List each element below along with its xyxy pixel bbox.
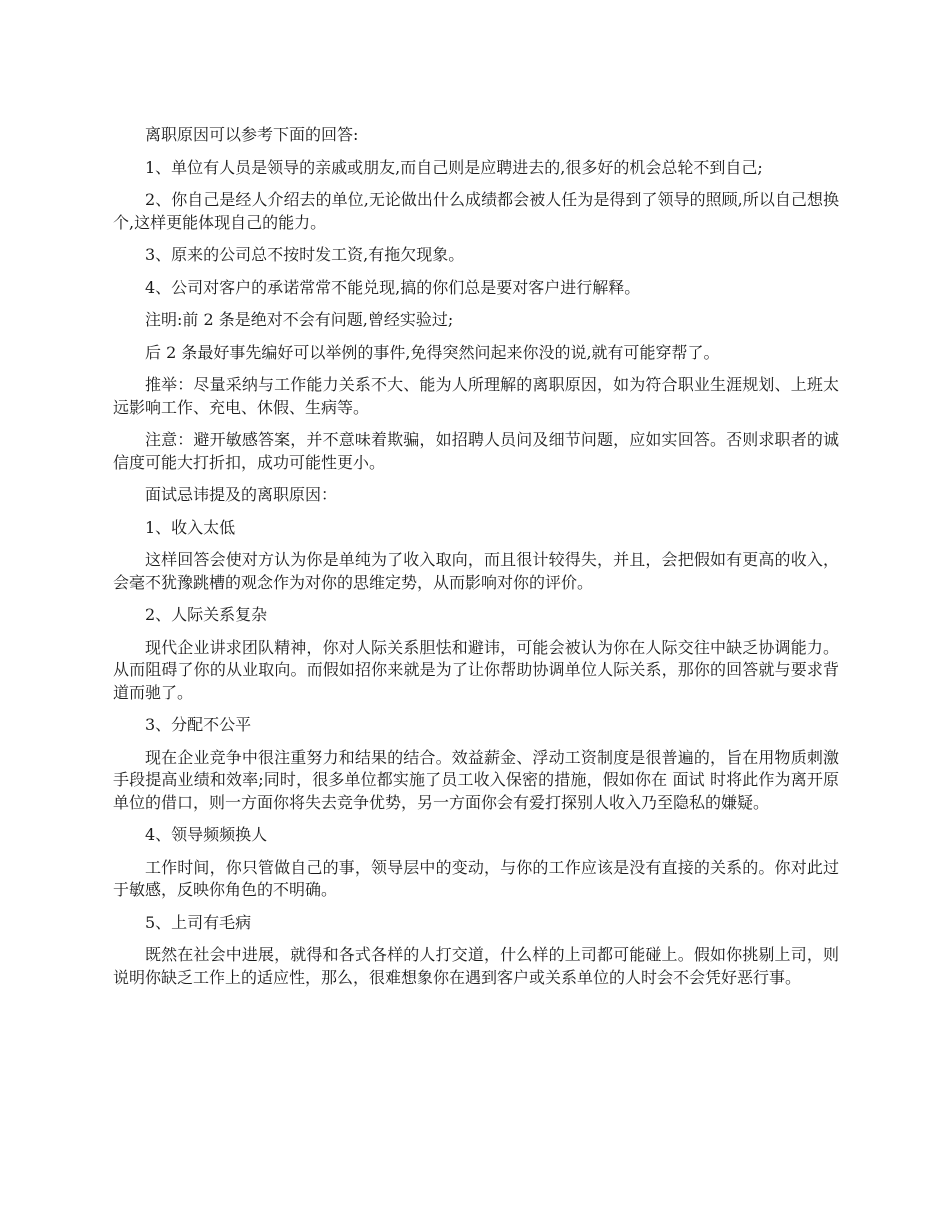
item-2-body: 现代企业讲求团队精神，你对人际关系胆怯和避讳，可能会被认为你在人际交往中缺乏协调能力。从而阻碍了你的从业取向。而假如招你来就是为了让你帮助协调单位人际关系，那你的回答就与要求背道而驰了。	[113, 637, 839, 702]
item-1-heading: 1、收入太低	[145, 517, 236, 537]
intro-paragraph: 离职原因可以参考下面的回答:	[145, 125, 359, 144]
item-3-body: 现在企业竞争中很注重努力和结果的结合。效益薪金、浮动工资制度是很普遍的，旨在用物质刺激手段提高业绩和效率;同时，很多单位都实施了员工收入保密的措施，假如你在 面试 时将此作为离开原单位的借口，则一方面你将失去竞争优势，另一方面你会有爱打探别人收入乃至隐私的嫌疑。	[113, 747, 839, 812]
item-5-heading: 5、上司有毛病	[145, 912, 252, 932]
reason-3-paragraph: 3、原来的公司总不按时发工资,有拖欠现象。	[145, 245, 465, 264]
section-heading: 面试忌讳提及的离职原因：	[145, 485, 338, 504]
reason-2-paragraph: 2、你自己是经人介绍去的单位,无论做出什么成绩都会被人任为是得到了领导的照顾,所以自己想换个,这样更能体现自己的能力。	[113, 190, 839, 232]
recommendation-paragraph: 推举：尽量采纳与工作能力关系不大、能为人所理解的离职原因，如为符合职业生涯规划、上班太远影响工作、充电、休假、生病等。	[113, 375, 839, 417]
reason-4-paragraph: 4、公司对客户的承诺常常不能兑现,搞的你们总是要对客户进行解释。	[145, 277, 641, 297]
caution-paragraph: 注意：避开敏感答案，并不意味着欺骗，如招聘人员问及细节问题，应如实回答。否则求职者的诚信度可能大打折扣，成功可能性更小。	[113, 430, 839, 472]
note-paragraph: 注明:前 2 条是绝对不会有问题,曾经实验过;	[145, 310, 454, 329]
document-body	[113, 124, 839, 999]
item-3-heading: 3、分配不公平	[145, 715, 252, 734]
reason-1-paragraph: 1、单位有人员是领导的亲戚或朋友,而自己则是应聘进去的,很多好的机会总轮不到自己;	[145, 157, 763, 177]
item-5-body: 既然在社会中进展，就得和各式各样的人打交道，什么样的上司都可能碰上。假如你挑剔上司，则说明你缺乏工作上的适应性，那么，很难想象你在遇到客户或关系单位的人时会不会凭好恶行事。	[113, 945, 839, 987]
item-1-body: 这样回答会使对方认为你是单纯为了收入取向，而且很计较得失，并且，会把假如有更高的收入，会毫不犹豫跳槽的观念作为对你的思维定势，从而影响对你的评价。	[113, 550, 839, 592]
item-4-body: 工作时间，你只管做自己的事，领导层中的变动，与你的工作应该是没有直接的关系的。你对此过于敏感，反映你角色的不明确。	[113, 857, 839, 899]
note-followup-paragraph: 后 2 条最好事先编好可以举例的事件,免得突然问起来你没的说,就有可能穿帮了。	[145, 342, 720, 362]
item-4-heading: 4、领导频频换人	[145, 825, 268, 844]
item-2-heading: 2、人际关系复杂	[145, 605, 268, 624]
